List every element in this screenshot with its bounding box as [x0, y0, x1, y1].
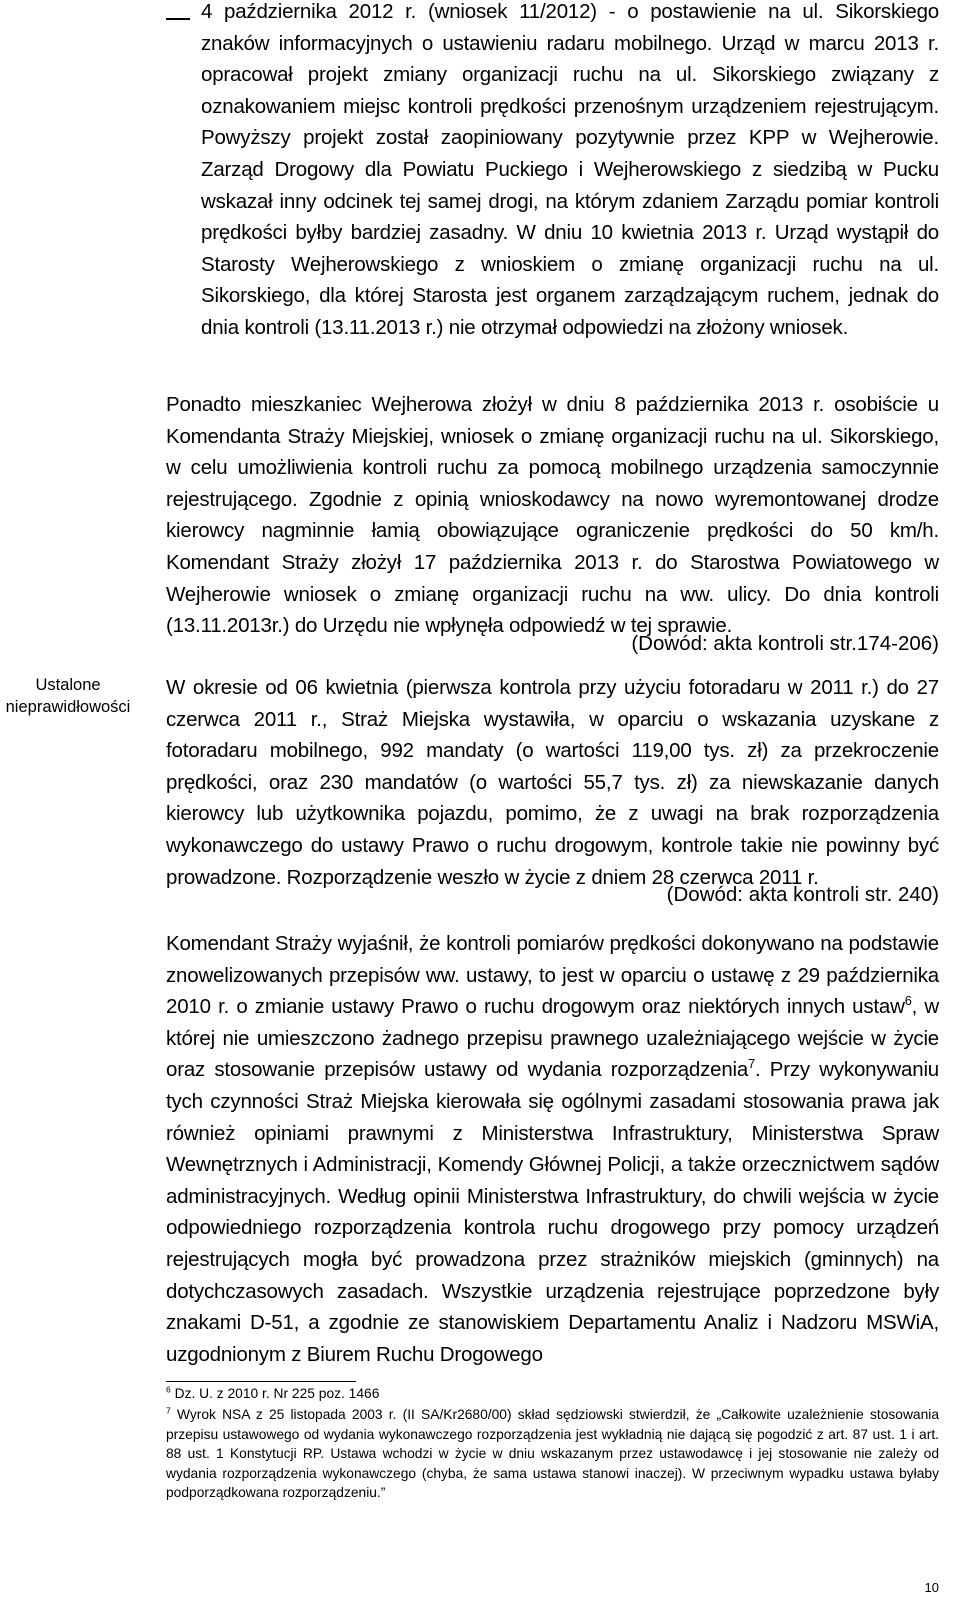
footnote-ref[interactable]: 7: [748, 1056, 755, 1072]
footnote-number: 6: [166, 1384, 171, 1395]
list-bullet-dash: [166, 18, 190, 20]
footnote-7: [166, 1405, 939, 1503]
evidence-note: (Dowód: akta kontroli str.174-206): [631, 632, 939, 655]
paragraph-mandates: W okresie od 06 kwietnia (pierwsza kontrola przy użyciu fotoradaru w 2011 r.) do 27 czerwca 2011 r., Straż Miejska wystawiła, w oparciu o wskazania uzyskane z fotoradaru mobilnego, 992 mandaty (o wartości 119,00 tys. zł) za przekroczenie prędkości, oraz 230 mandatów (o wartości 55,7 tys. zł) za niewskazanie danych kierowcy lub użytkownika pojazdu, pomimo, że z uwagi na brak rozporządzenia wykonawczego do ustawy Prawo o ruchu drogowym, kontrole takie nie powinny być prowadzone. Rozporządzenie weszło w życie z dniem 28 czerwca 2011 r.: [166, 676, 939, 889]
paragraph-commander-explanation: [166, 928, 939, 1370]
side-label-irregularities: Ustalone nieprawidłowości: [5, 676, 131, 716]
footnote-text: Wyrok NSA z 25 listopada 2003 r. (II SA/Kr2680/00) skład sędziowski stwierdził, że „Całkowite uzależnienie stosowania przepisu ustawowego od wydania wykonawczego rozporządzenia jest wykładnią nie dającą się pogodzić z art. 87 ust. 1 i art. 88 ust. 1 Konstytucji RP. Ustawa wchodzi w życie w dniu wskazanym przez ustawodawcę i jej stosowanie nie zależy od wydania rozporządzenia wykonawczego (chyba, że sama ustawa stanowi inaczej). W przeciwnym wypadku ustawa byłaby podporządkowana rozporządzeniu.”: [166, 1407, 939, 1500]
footnote-ref[interactable]: 6: [904, 993, 912, 1009]
paragraph-text: , w której nie umieszczono żadnego przepisu prawnego uzależniającego wejście w życie oraz stosowanie przepisów ustawy od wydania rozporządzenia: [166, 995, 939, 1082]
footnote-separator: [166, 1381, 356, 1382]
paragraph-resident-request: Ponadto mieszkaniec Wejherowa złożył w dniu 8 października 2013 r. osobiście u Komendanta Straży Miejskiej, wniosek o zmianę organizacji ruchu na ul. Sikorskiego, w celu umożliwienia kontroli ruchu za pomocą mobilnego urządzenia samoczynnie rejestrującego. Zgodnie z opinią wnioskodawcy na nowo wyremontowanej drodze kierowcy nagminnie łamią obowiązujące ograniczenie prędkości do 50 km/h. Komendant Straży złożył 17 października 2013 r. do Starostwa Powiatowego w Wejherowie wniosek o zmianę organizacji ruchu na ww. ulicy. Do dnia kontroli (13.11.2013r.) do Urzędu nie wpłynęła odpowiedź w tej sprawie.: [166, 393, 939, 638]
footnote-number: 7: [166, 1405, 171, 1416]
paragraph-text: Komendant Straży wyjaśnił, że kontroli pomiarów prędkości dokonywano na podstawie znowelizowanych przepisów ww. ustawy, to jest w oparciu o ustawę z 29 października 2010 r. o zmianie ustawy Prawo o ruchu drogowym oraz niektórych innych ustaw: [166, 932, 939, 1019]
footnote-6: [166, 1384, 939, 1404]
footnote-text: Dz. U. z 2010 r. Nr 225 poz. 1466: [174, 1386, 380, 1401]
evidence-note: (Dowód: akta kontroli str. 240): [666, 883, 939, 906]
bullet-item-text: 4 października 2012 r. (wniosek 11/2012) - o postawienie na ul. Sikorskiego znaków informacyjnych o ustawieniu radaru mobilnego. Urząd w marcu 2013 r. opracował projekt zmiany organizacji ruchu na ul. Sikorskiego związany z oznakowaniem miejsc kontroli prędkości przenośnym urządzeniem rejestrującym. Powyższy projekt został zaopiniowany pozytywnie przez KPP w Wejherowie. Zarząd Drogowy dla Powiatu Puckiego i Wejherowskiego z siedzibą w Pucku wskazał inny odcinek tej samej drogi, na którym zdaniem Zarządu pomiar kontroli prędkości byłby bardziej zasadny. W dniu 10 kwietnia 2013 r. Urząd wystąpił do Starosty Wejherowskiego z wnioskiem o zmianę organizacji ruchu na ul. Sikorskiego, dla której Starosta jest organem zarządzającym ruchem, jednak do dnia kontroli (13.11.2013 r.) nie otrzymał odpowiedzi na złożony wniosek.: [201, 0, 939, 339]
paragraph-text: . Przy wykonywaniu tych czynności Straż Miejska kierowała się ogólnymi zasadami stosowania prawa jak również opiniami prawnymi z Ministerstwa Infrastruktury, Ministerstwa Spraw Wewnętrznych i Administracji, Komendy Głównej Policji, a także orzecznictwem sądów administracyjnych. Według opinii Ministerstwa Infrastruktury, do chwili wejścia w życie odpowiedniego rozporządzenia kontrola ruchu drogowego przy pomocy urządzeń rejestrujących mogła być prowadzona przez strażników miejskich (gminnych) na dotychczasowych zasadach. Wszystkie urządzenia rejestrujące poprzedzone były znakami D-51, a zgodnie ze stanowiskiem Departamentu Analiz i Nadzoru MSWiA, uzgodnionym z Biurem Ruchu Drogowego: [166, 1058, 939, 1366]
page-number: 10: [924, 1580, 939, 1595]
